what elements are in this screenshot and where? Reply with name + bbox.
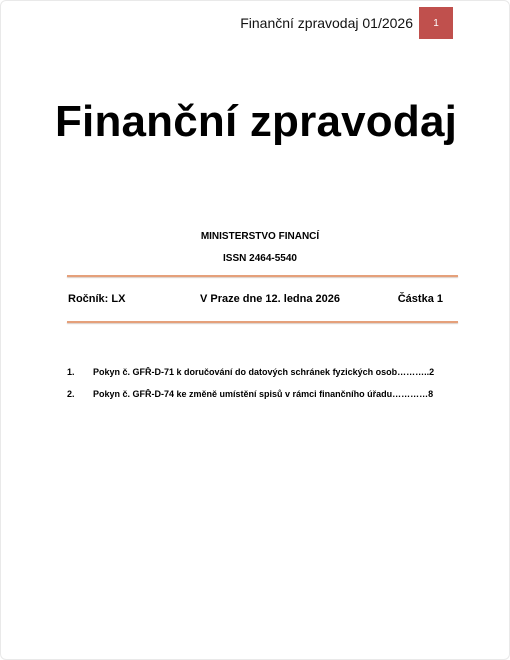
toc-item-text[interactable]: Pokyn č. GFŘ-D-71 k doručování do datových schránek fyzických osob………..2 xyxy=(93,367,435,377)
issue-date: V Praze dne 12. ledna 2026 xyxy=(200,293,341,305)
toc-item[interactable] xyxy=(67,389,459,411)
toc-item-number: 1. xyxy=(67,367,75,377)
issue-volume: Ročník: LX xyxy=(68,293,126,305)
issue-info-row xyxy=(68,293,443,307)
toc-item[interactable] xyxy=(67,367,459,389)
running-header-title: Finanční zpravodaj 01/2026 xyxy=(240,15,413,31)
table-of-contents xyxy=(67,367,459,411)
publisher-name: MINISTERSTVO FINANCÍ xyxy=(200,231,320,242)
page-number-badge xyxy=(419,7,453,39)
toc-item-number: 2. xyxy=(67,389,75,399)
page-number: 1 xyxy=(433,17,439,29)
issn-number: ISSN 2464-5540 xyxy=(223,253,297,264)
top-divider xyxy=(67,275,458,277)
bottom-divider xyxy=(67,321,458,323)
document-title: Finanční zpravodaj xyxy=(54,97,458,146)
toc-item-text[interactable]: Pokyn č. GFŘ-D-74 ke změně umístění spisů v rámci finančního úřadu…………8 xyxy=(93,389,434,399)
issue-part: Částka 1 xyxy=(397,293,443,305)
